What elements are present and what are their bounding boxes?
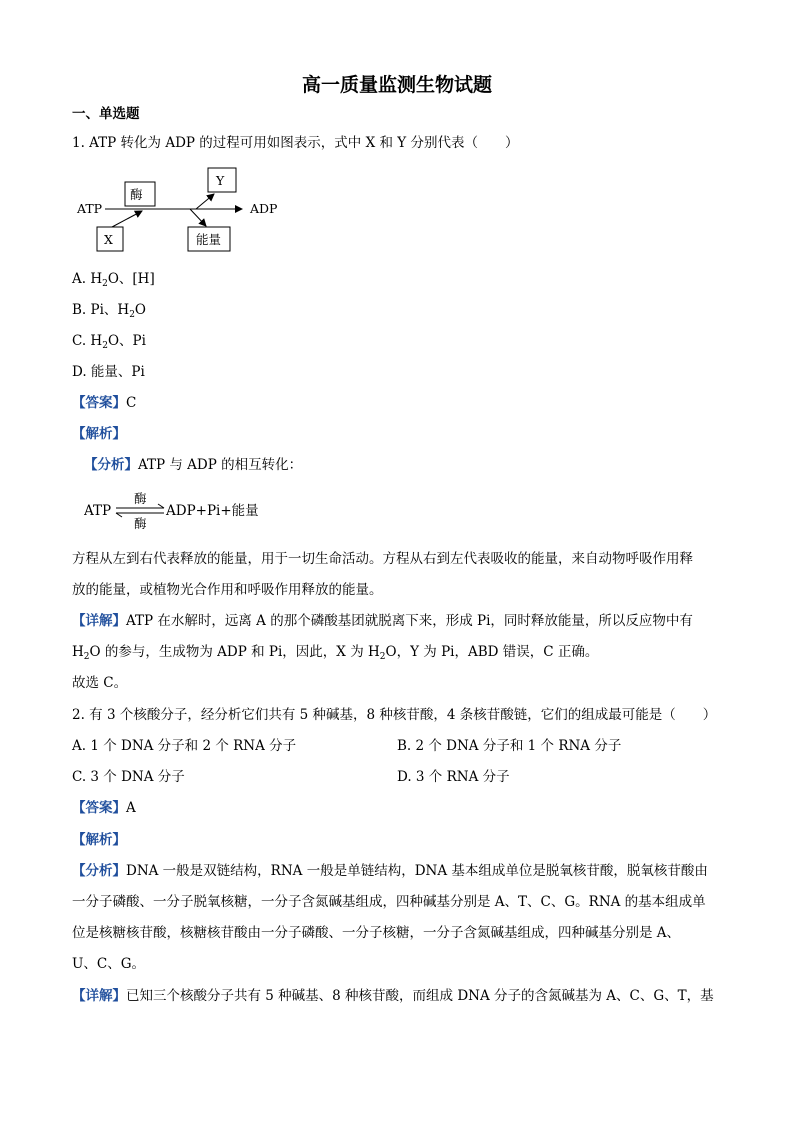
q1-detail-line2: $H_2O$ 的参与，生成物为 ADP 和 Pi，因此，X 为 $H_2O$，Y 为 Pi，ABD 错误，C 正确。 [72, 644, 599, 662]
q1-analysis-tag: 【解析】 [72, 426, 126, 442]
q2-option-c: C. 3 个 DNA 分子 [72, 769, 185, 785]
q2-fenxi-line1: 【分析】DNA 一般是双链结构，RNA 一般是单链结构，DNA 基本组成单位是脱氧核苷酸，脱氧核苷酸由 [72, 863, 708, 879]
diagram-atp-label: ATP [77, 201, 103, 216]
q2-analysis-tag: 【解析】 [72, 832, 126, 848]
q1-conclusion: 故选 C。 [72, 675, 128, 691]
x-arrow [112, 211, 142, 227]
q1-option-c: C. $H_2O$、Pi [72, 333, 146, 351]
q1-explain-line2: 放的能量，或植物光合作用和呼吸作用释放的能量。 [72, 582, 383, 598]
q2-option-a: A. 1 个 DNA 分子和 2 个 RNA 分子 [72, 738, 297, 754]
q2-fenxi-line4: U、C、G。 [72, 956, 145, 972]
enzyme-label: 酶 [130, 187, 143, 202]
eq-top-enzyme: 酶 [134, 491, 147, 506]
q2-option-b: B. 2 个 DNA 分子和 1 个 RNA 分子 [397, 738, 622, 754]
eq-left: ATP [84, 503, 112, 519]
q1-option-a: A. $H_2O$、[H] [72, 271, 155, 289]
q2-answer: 【答案】A [72, 800, 136, 816]
q1-explain-line1: 方程从左到右代表释放的能量，用于一切生命活动。方程从右到左代表吸收的能量，来自动物呼吸作用释 [72, 551, 693, 567]
q2-detail-line1: 【详解】已知三个核酸分子共有 5 种碱基、8 种核苷酸，而组成 DNA 分子的含氮碱基为 A、C、G、T，基 [72, 988, 714, 1004]
q1-detail-line1: 【详解】ATP 在水解时，远离 A 的那个磷酸基团就脱离下来，形成 Pi，同时释放能量，所以反应物中有 [72, 613, 693, 629]
y-label: Y [216, 173, 225, 188]
x-label: X [104, 232, 113, 247]
q1-fenxi: 【分析】ATP 与 ADP 的相互转化： [84, 457, 303, 473]
q1-option-b: B. Pi、$H_2O$ [72, 302, 146, 320]
q2-option-d: D. 3 个 RNA 分子 [397, 769, 510, 785]
diagram-adp-label: ADP [250, 201, 278, 216]
q2-stem: 2. 有 3 个核酸分子，经分析它们共有 5 种碱基，8 种核苷酸，4 条核苷酸链，它们的组成最可能是（ ） [72, 707, 717, 723]
eq-bottom-enzyme: 酶 [134, 516, 147, 531]
atp-equation [84, 488, 284, 532]
section-heading: 一、单选题 [72, 106, 140, 122]
q1-option-d: D. 能量、Pi [72, 364, 145, 380]
energy-arrow [190, 209, 206, 226]
q1-answer: 【答案】C [72, 395, 137, 411]
q2-fenxi-line3: 位是核糖核苷酸，核糖核苷酸由一分子磷酸、一分子核糖，一分子含氮碱基组成，四种碱基分别是 A、 [72, 925, 681, 941]
q1-stem: 1. ATP 转化为 ADP 的过程可用如图表示，式中 X 和 Y 分别代表（ ） [72, 135, 519, 151]
atp-adp-diagram [72, 166, 292, 256]
y-arrow [196, 194, 214, 209]
energy-label: 能量 [196, 232, 222, 247]
q2-fenxi-line2: 一分子磷酸、一分子脱氧核糖，一分子含氮碱基组成，四种碱基分别是 A、T、C、G。RNA 的基本组成单 [72, 894, 706, 910]
eq-right: ADP+Pi+能量 [166, 503, 259, 519]
page-title: 高一质量监测生物试题 [301, 74, 492, 96]
